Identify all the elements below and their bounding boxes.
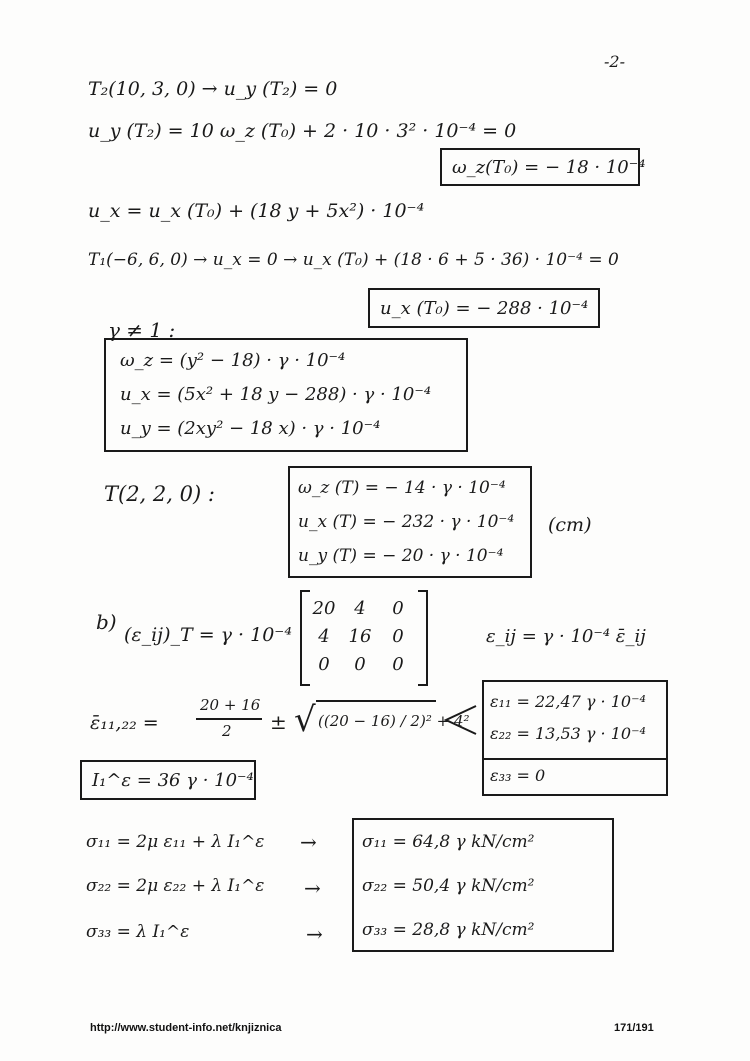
eigen-lhs: ε̄₁₁,₂₂ =: [90, 712, 159, 734]
matrix-cell: 16: [348, 626, 372, 647]
matrix-cell: 0: [392, 654, 404, 675]
footer-page-count: 171/191: [614, 1022, 654, 1034]
strain-tensor-rhs: ε_ij = γ · 10⁻⁴ ε̄_ij: [486, 626, 646, 647]
matrix-right-bracket: [418, 590, 428, 686]
eigen-divider: [484, 758, 666, 760]
result-omega: ω_z(T₀) = − 18 · 10⁻⁴: [452, 157, 646, 178]
stress-eq-2: σ₂₂ = 2μ ε₂₂ + λ I₁^ε: [86, 876, 265, 896]
gamma-condition: γ ≠ 1 :: [108, 318, 176, 342]
sqrt-inner: ((20 − 16) / 2)² + 4²: [318, 712, 470, 730]
result-ux: u_x (T₀) = − 288 · 10⁻⁴: [380, 298, 589, 319]
equation-line-5: T₁(−6, 6, 0) → u_x = 0 → u_x (T₀) + (18 · 6 + 5 · 36) · 10⁻⁴ = 0: [88, 250, 619, 270]
arrow-3: →: [306, 922, 323, 946]
stress-eq-3: σ₃₃ = λ I₁^ε: [86, 922, 190, 942]
point-ux: u_x (T) = − 232 · γ · 10⁻⁴: [298, 512, 515, 532]
fraction-denominator: 2: [222, 722, 232, 740]
eigenvalue-box: [482, 680, 668, 796]
stress-s11: σ₁₁ = 64,8 γ kN/cm²: [362, 832, 535, 852]
page-number: -2-: [604, 52, 625, 71]
strain-tensor-lhs: (ε_ij)_T = γ · 10⁻⁴: [124, 624, 292, 646]
eigen-e33: ε₃₃ = 0: [490, 766, 546, 785]
result-box-omega: [440, 148, 646, 186]
system-ux: u_x = (5x² + 18 y − 288) · γ · 10⁻⁴: [120, 384, 432, 405]
invariant-box: [80, 760, 256, 800]
invariant-value: I₁^ε = 36 γ · 10⁻⁴: [92, 770, 254, 791]
footer-url: http://www.student-info.net/knjiznica: [90, 1022, 282, 1034]
matrix-cell: 4: [354, 598, 366, 619]
double-arrow-icon: [440, 702, 480, 738]
stress-result-box: [352, 818, 614, 952]
matrix-cell: 0: [318, 654, 330, 675]
displacement-system-box: [104, 338, 468, 452]
eigen-e11: ε₁₁ = 22,47 γ · 10⁻⁴: [490, 692, 646, 711]
point-uy: u_y (T) = − 20 · γ · 10⁻⁴: [298, 546, 504, 566]
matrix-cell: 0: [392, 626, 404, 647]
equation-line-2: u_y (T₂) = 10 ω_z (T₀) + 2 · 10 · 3² · 10⁻⁴ = 0: [88, 120, 517, 142]
matrix-cell: 0: [354, 654, 366, 675]
equation-line-1: T₂(10, 3, 0) → u_y (T₂) = 0: [88, 78, 338, 100]
fraction-bar: [196, 718, 262, 720]
point-label: T(2, 2, 0) :: [104, 482, 215, 506]
matrix-cell: 4: [318, 626, 330, 647]
fraction-numerator: 20 + 16: [200, 696, 261, 714]
result-box-ux: [368, 288, 600, 328]
stress-eq-1: σ₁₁ = 2μ ε₁₁ + λ I₁^ε: [86, 832, 265, 852]
unit-label: (cm): [548, 514, 592, 536]
plus-minus: ±: [270, 710, 287, 734]
matrix-cell: 20: [312, 598, 336, 619]
sqrt-bar: [316, 700, 436, 702]
point-values-box: [288, 466, 532, 578]
sqrt-sign: √: [294, 700, 316, 740]
matrix-cell: 0: [392, 598, 404, 619]
equation-line-4: u_x = u_x (T₀) + (18 y + 5x²) · 10⁻⁴: [88, 200, 425, 222]
system-omega: ω_z = (y² − 18) · γ · 10⁻⁴: [120, 350, 346, 371]
stress-s22: σ₂₂ = 50,4 γ kN/cm²: [362, 876, 535, 896]
arrow-1: →: [300, 830, 317, 854]
arrow-2: →: [304, 876, 321, 900]
eigen-e22: ε₂₂ = 13,53 γ · 10⁻⁴: [490, 724, 646, 743]
part-b-label: b): [96, 610, 117, 634]
stress-s33: σ₃₃ = 28,8 γ kN/cm²: [362, 920, 535, 940]
system-uy: u_y = (2xy² − 18 x) · γ · 10⁻⁴: [120, 418, 381, 439]
point-omega: ω_z (T) = − 14 · γ · 10⁻⁴: [298, 478, 506, 498]
